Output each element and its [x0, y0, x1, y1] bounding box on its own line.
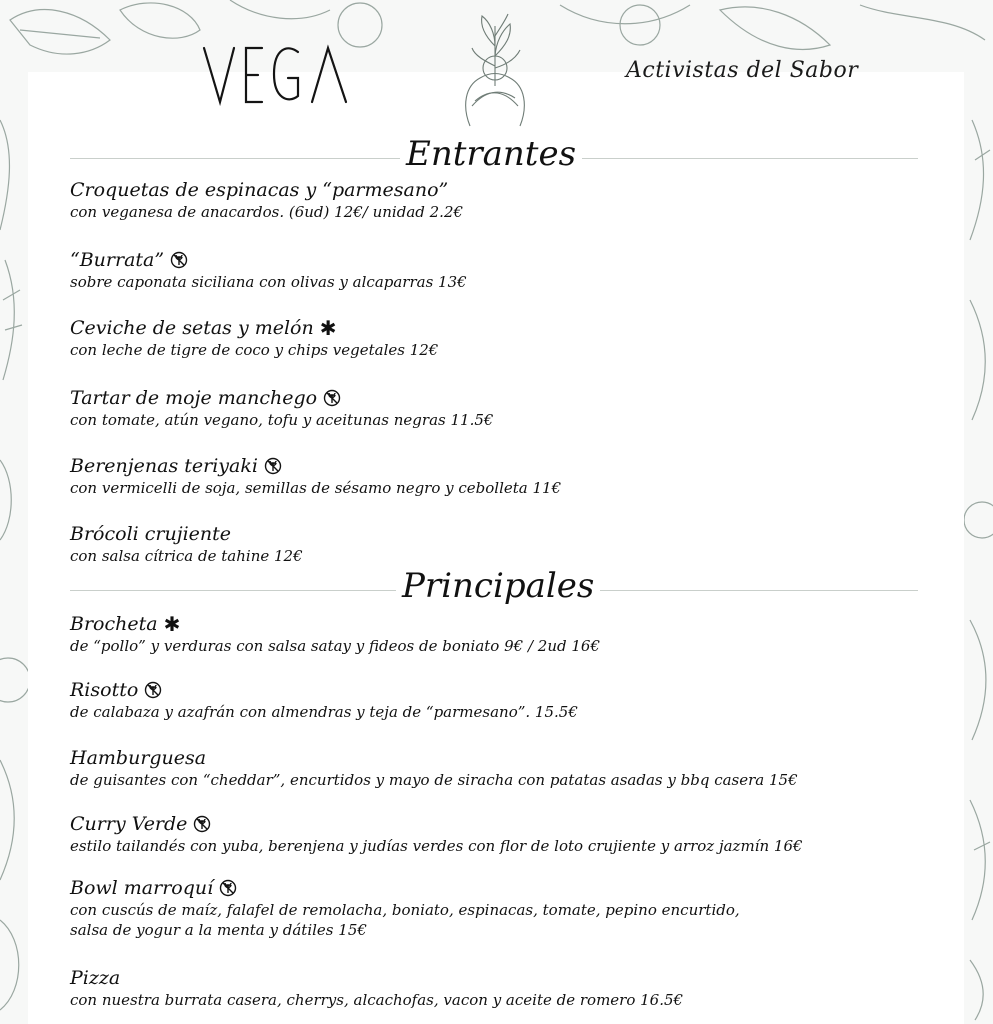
item-description: de “pollo” y verduras con salsa satay y fideos de boniato 9€ / 2ud 16€ [70, 637, 600, 655]
item-name: Hamburguesa [70, 747, 207, 769]
item-description: con salsa cítrica de tahine 12€ [70, 547, 303, 565]
asterisk-icon: ✱ [163, 612, 181, 636]
gluten-free-icon [193, 815, 211, 833]
item-name: Bowl marroquí [70, 877, 214, 899]
tagline: Activistas del Sabor [626, 58, 859, 83]
gluten-free-icon [219, 879, 237, 897]
item-name: Brócoli crujiente [70, 523, 232, 545]
gluten-free-icon [144, 681, 162, 699]
item-name: Ceviche de setas y melón [70, 317, 314, 339]
item-name: “Burrata” [70, 249, 165, 271]
menu-item [70, 248, 467, 292]
item-description: con cuscús de maíz, falafel de remolacha, boniato, espinacas, tomate, pepino encurtido, [70, 901, 740, 919]
hug-plant-icon [450, 6, 540, 136]
item-name: Berenjenas teriyaki [70, 455, 258, 477]
item-name: Croquetas de espinacas y “parmesano” [70, 179, 449, 201]
menu-item [70, 678, 578, 722]
item-name: Brocheta [70, 613, 158, 635]
item-description: sobre caponata siciliana con olivas y alcaparras 13€ [70, 273, 467, 291]
asterisk-icon: ✱ [319, 316, 337, 340]
item-description: de guisantes con “cheddar”, encurtidos y mayo de siracha con patatas asadas y bbq casera 15€ [70, 771, 798, 789]
menu-item [70, 876, 740, 940]
menu-item [70, 812, 803, 856]
item-description: con veganesa de anacardos. (6ud) 12€/ unidad 2.2€ [70, 203, 464, 221]
item-name: Risotto [70, 679, 139, 701]
menu-item [70, 746, 798, 790]
item-name: Curry Verde [70, 813, 188, 835]
item-description: estilo tailandés con yuba, berenjena y judías verdes con flor de loto crujiente y arroz jazmín 16€ [70, 837, 803, 855]
menu-item [70, 386, 493, 430]
menu-item [70, 316, 438, 360]
item-name: Tartar de moje manchego [70, 387, 318, 409]
section-title-entrantes: Entrantes [400, 134, 582, 174]
vega-logo [200, 40, 350, 108]
item-description: con nuestra burrata casera, cherrys, alcachofas, vacon y aceite de romero 16.5€ [70, 991, 684, 1009]
gluten-free-icon [170, 251, 188, 269]
item-description: con tomate, atún vegano, tofu y aceitunas negras 11.5€ [70, 411, 494, 429]
menu-item [70, 178, 463, 222]
menu-item [70, 966, 683, 1010]
menu-item [70, 454, 561, 498]
menu-item [70, 522, 303, 566]
item-description: con vermicelli de soja, semillas de sésamo negro y cebolleta 11€ [70, 479, 562, 497]
item-description: con leche de tigre de coco y chips vegetales 12€ [70, 341, 439, 359]
gluten-free-icon [264, 457, 282, 475]
section-title-principales: Principales [396, 566, 600, 606]
item-description: de calabaza y azafrán con almendras y teja de “parmesano”. 15.5€ [70, 703, 578, 721]
item-description-line-2: salsa de yogur a la menta y dátiles 15€ [70, 921, 367, 939]
menu-item [70, 612, 600, 656]
gluten-free-icon [323, 389, 341, 407]
item-name: Pizza [70, 967, 121, 989]
